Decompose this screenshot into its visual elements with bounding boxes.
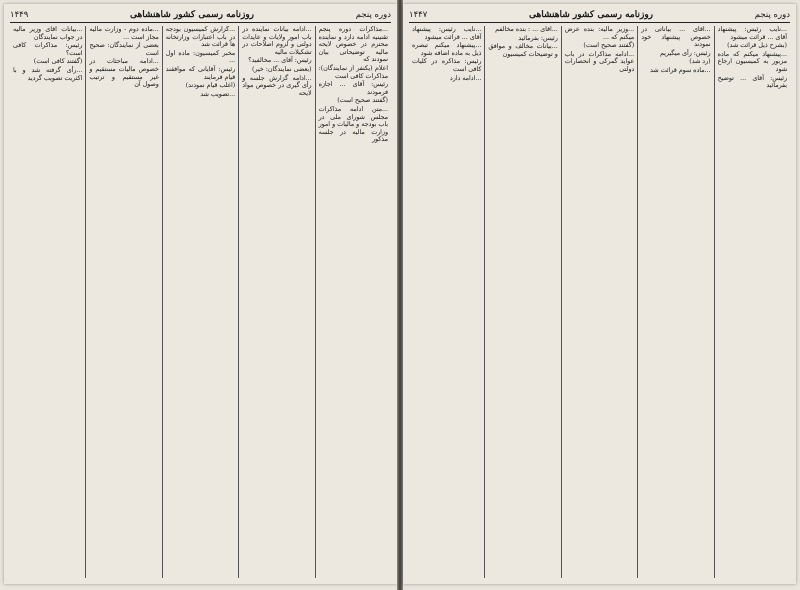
right-gazette-title: روزنامه رسمی کشور شاهنشاهی <box>529 10 654 20</box>
left-paragraph: ...ادامه بیانات نماینده در باب امور ولایات و عایدات دولتی و لزوم اصلاحات در تشکیلات مالیه <box>242 26 312 56</box>
right-paragraph: ...ادامه مذاکرات در باب عواید گمرکی و انحصارات دولتی <box>564 50 635 73</box>
left-columns <box>10 26 391 578</box>
left-paragraph: ...ادامه گزارش جلسه و رأی گیری در خصوص مواد لایحه <box>242 74 312 97</box>
right-paragraph: ...آقای ... : بنده مخالفم <box>495 26 558 33</box>
right-session-label: دوره پنجم <box>754 10 790 20</box>
right-paragraph: (رد شد) <box>689 58 711 66</box>
right-paragraph: ...ماده سوم قرائت شد <box>650 66 711 74</box>
right-column-3 <box>561 26 637 578</box>
right-page-number: ۱۴۴۷ <box>409 10 428 20</box>
left-paragraph: مخبر کمیسیون: ماده اول ... <box>165 49 236 65</box>
left-paragraph: رئیس: مذاکرات کافی است؟ <box>12 42 83 57</box>
right-paragraph: (گفتند صحیح است) <box>583 42 635 50</box>
right-paragraph: رئیس: رأی میگیریم <box>659 49 711 57</box>
right-paragraph: رئیس: مذاکره در کلیات کافی است <box>411 58 482 73</box>
right-page-header <box>409 8 790 23</box>
right-paragraph: ...نایب رئیس: پیشنهاد آقای ... قرائت میشود <box>411 26 482 41</box>
left-column-4 <box>85 26 161 578</box>
left-paragraph: ...ماده دوم - وزارت مالیه مجاز است ... <box>89 26 159 41</box>
left-paragraph: رئیس: آقای ... مخالفید؟ <box>248 57 312 65</box>
left-column-2 <box>238 26 314 578</box>
left-paragraph: ...رأی گرفته شد و با اکثریت تصویب گردید <box>12 66 83 82</box>
left-paragraph: (گفتند کافی است) <box>33 58 83 66</box>
left-column-5 <box>10 26 85 578</box>
right-columns <box>409 26 790 578</box>
left-paragraph: رئیس: آقایانی که موافقند قیام فرمایند <box>165 65 236 81</box>
right-paragraph: (بشرح ذیل قرائت شد) <box>727 42 787 50</box>
left-paragraph: ...متن ادامه مذاکرات مجلس شورای ملی در باب بودجه و مالیات و امور وزارت مالیه در جلسه مذکور <box>318 105 388 144</box>
left-paragraph: ...تصویب شد <box>200 90 236 98</box>
left-paragraph: بعضی از نمایندگان: صحیح است <box>89 42 159 57</box>
right-paragraph: ...وزیر مالیه: بنده عرض میکنم که ... <box>564 26 635 41</box>
right-page <box>403 4 796 584</box>
left-paragraph: (بعضی نمایندگان: خیر) <box>251 65 312 73</box>
left-paragraph: اعلام (یکنفر از نمایندگان): مذاکرات کافی است <box>318 64 388 80</box>
right-column-2 <box>637 26 713 578</box>
left-page <box>4 4 397 584</box>
left-page-header <box>10 8 391 23</box>
left-page-number: ۱۴۴۹ <box>10 10 29 20</box>
right-paragraph: ...نایب رئیس: پیشنهاد آقای ... قرائت میشود <box>717 26 787 41</box>
right-paragraph: ...آقای ... بیاناتی در خصوص پیشنهاد خود نمودند <box>641 26 711 49</box>
right-paragraph: ...پیشنهاد میکنم تبصره ذیل به ماده اضافه شود <box>411 42 482 57</box>
left-paragraph: ...بیانات آقای وزیر مالیه در جواب نمایندگان <box>12 26 83 41</box>
left-gazette-title: روزنامه رسمی کشور شاهنشاهی <box>130 10 255 20</box>
left-session-label: دوره پنجم <box>355 10 391 20</box>
left-paragraph: (اغلب قیام نمودند) <box>185 82 236 90</box>
right-paragraph: رئیس: بفرمائید <box>518 34 558 42</box>
left-paragraph: ...ادامه مباحثات در خصوص مالیات مستقیم و غیر مستقیم و ترتیب وصول آن <box>89 58 159 89</box>
left-column-1 <box>315 26 391 578</box>
right-paragraph: رئیس: آقای ... توضیح بفرمائید <box>717 74 787 90</box>
right-paragraph: ...پیشنهاد میکنم که ماده مزبور به کمیسیون ارجاع شود <box>717 50 787 73</box>
left-paragraph: ...گزارش کمیسیون بودجه در باب اعتبارات وزارتخانه ها قرائت شد <box>165 26 236 49</box>
right-column-5 <box>409 26 484 578</box>
left-paragraph: ...مذاکرات دوره پنجم تقنینیه ادامه دارد و نماینده محترم در خصوص لایحه مالیه توضیحاتی بیان نمودند که <box>318 26 388 64</box>
right-paragraph: ...ادامه دارد <box>449 74 482 82</box>
right-column-1 <box>714 26 790 578</box>
left-paragraph: (گفتند صحیح است) <box>337 97 388 105</box>
left-paragraph: رئیس: آقای ... اجازه فرمودند <box>318 81 388 96</box>
right-column-4 <box>484 26 560 578</box>
left-column-3 <box>162 26 238 578</box>
right-paragraph: ...بیانات مخالف و موافق و توضیحات کمیسیون <box>488 43 558 58</box>
